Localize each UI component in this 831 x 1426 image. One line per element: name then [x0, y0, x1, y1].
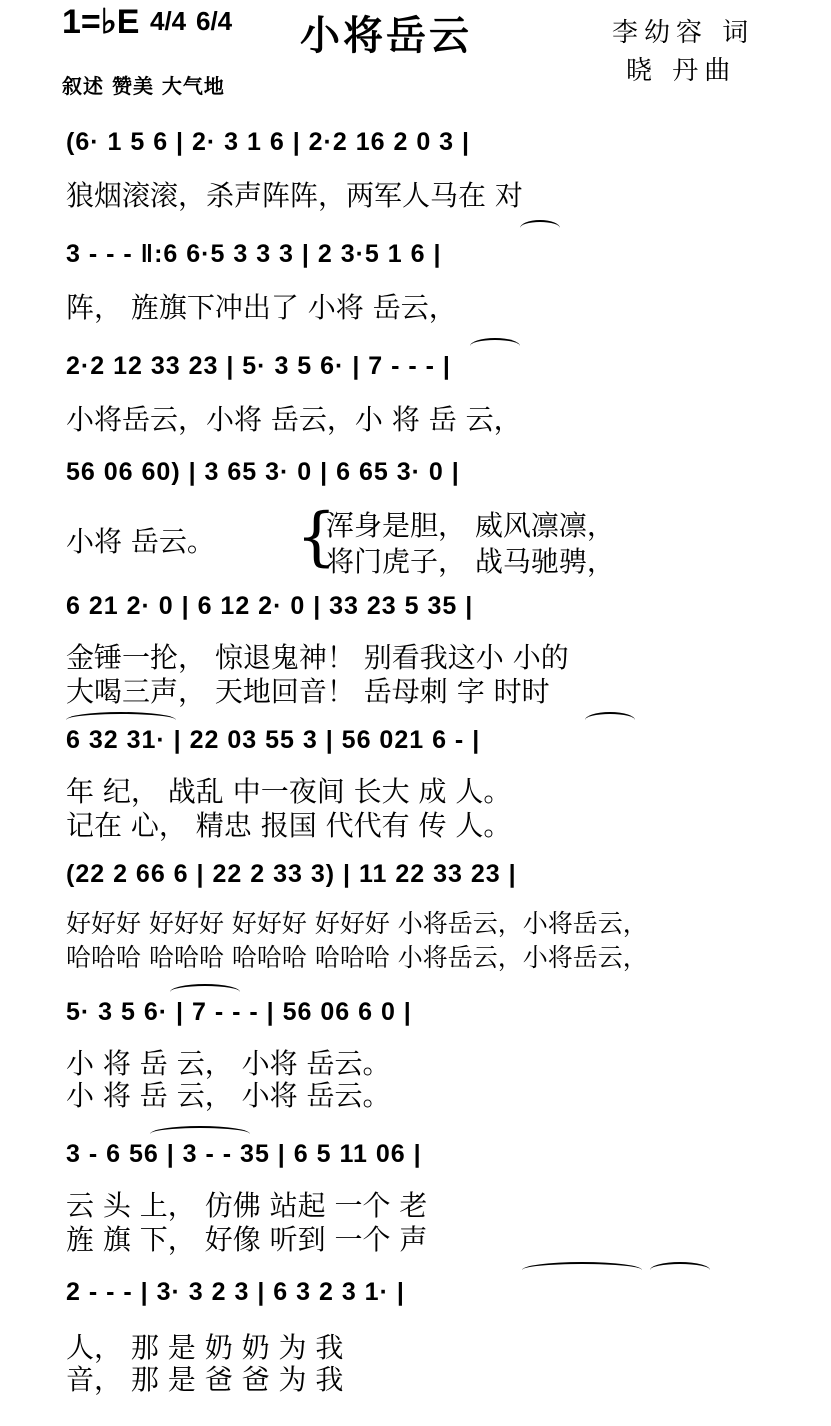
- lyric-line: 旌 旗 下， 好像 听到 一个 声: [66, 1223, 428, 1256]
- lyric-line: 音， 那 是 爸 爸 为 我: [66, 1363, 344, 1396]
- time-signature-1: 4/4: [150, 6, 187, 36]
- tempo-marking: 叙述 赞美 大气地: [62, 74, 225, 98]
- slur-mark: [470, 338, 520, 354]
- song-title: 小将岳云: [300, 13, 472, 59]
- notation-line: (22 2 66 6 | 22 2 33 3) | 11 22 33 23 |: [66, 860, 517, 888]
- lyricist-credit: 李幼容 词: [612, 18, 755, 48]
- slur-mark: [650, 1262, 710, 1278]
- lyric-line: 狼烟滚滚，杀声阵阵，两军人马在 对: [66, 179, 523, 212]
- notation-line: 2·2 12 33 23 | 5· 3 5 6· | 7 - - - |: [66, 352, 451, 380]
- notation-line: 3 - 6 56 | 3 - - 35 | 6 5 11 06 |: [66, 1140, 422, 1168]
- verse-brace: {: [296, 500, 337, 574]
- slur-mark: [150, 1126, 250, 1142]
- verse-lyric-1: 浑身是胆， 威风凛凛，: [326, 509, 615, 542]
- lyric-line: 大喝三声， 天地回音！ 岳母刺 字 时时: [66, 675, 550, 708]
- time-signature-2: 6/4: [196, 6, 233, 36]
- lyric-line: 记在 心， 精忠 报国 代代有 传 人。: [66, 809, 512, 842]
- slur-mark: [66, 712, 176, 728]
- lyric-line: 哈哈哈 哈哈哈 哈哈哈 哈哈哈 小将岳云，小将岳云，: [66, 943, 648, 972]
- notation-line: 6 21 2· 0 | 6 12 2· 0 | 33 23 5 35 |: [66, 592, 474, 620]
- slur-mark: [170, 984, 240, 1000]
- composer-credit: 晓 丹曲: [626, 56, 737, 86]
- slur-mark: [585, 712, 635, 728]
- lyric-line: 金锤一抡， 惊退鬼神！ 别看我这小 小的: [66, 641, 569, 674]
- lyric-line: 小 将 岳 云， 小将 岳云。: [66, 1047, 391, 1080]
- key-signature: 1=♭E: [62, 3, 140, 41]
- lyric-line: 好好好 好好好 好好好 好好好 小将岳云，小将岳云，: [66, 909, 648, 938]
- lyric-line: 人， 那 是 奶 奶 为 我: [66, 1331, 344, 1364]
- notation-line: 2 - - - | 3· 3 2 3 | 6 3 2 3 1· |: [66, 1278, 405, 1306]
- notation-line: 56 06 60) | 3 65 3· 0 | 6 65 3· 0 |: [66, 458, 460, 486]
- verse-lyric-2: 将门虎子， 战马驰骋，: [326, 545, 615, 578]
- lyric-line: 年 纪， 战乱 中一夜间 长大 成 人。: [66, 775, 512, 808]
- notation-line: 6 32 31· | 22 03 55 3 | 56 021 6 - |: [66, 726, 481, 754]
- slur-mark: [520, 220, 560, 236]
- lyric-line: 阵， 旌旗下冲出了 小将 岳云，: [66, 291, 457, 324]
- notation-line: 5· 3 5 6· | 7 - - - | 56 06 6 0 |: [66, 998, 412, 1026]
- lyric-line: 小将岳云，小将 岳云，小 将 岳 云，: [66, 403, 522, 436]
- slur-mark: [522, 1262, 642, 1278]
- notation-line: (6· 1 5 6 | 2· 3 1 6 | 2·2 16 2 0 3 |: [66, 128, 471, 156]
- lyric-line: 小 将 岳 云， 小将 岳云。: [66, 1079, 391, 1112]
- lyric-line: 云 头 上， 仿佛 站起 一个 老: [66, 1189, 428, 1222]
- lyric-line: 小将 岳云。: [66, 525, 215, 558]
- notation-line: 3 - - - ‖:6 6·5 3 3 3 | 2 3·5 1 6 |: [66, 240, 442, 268]
